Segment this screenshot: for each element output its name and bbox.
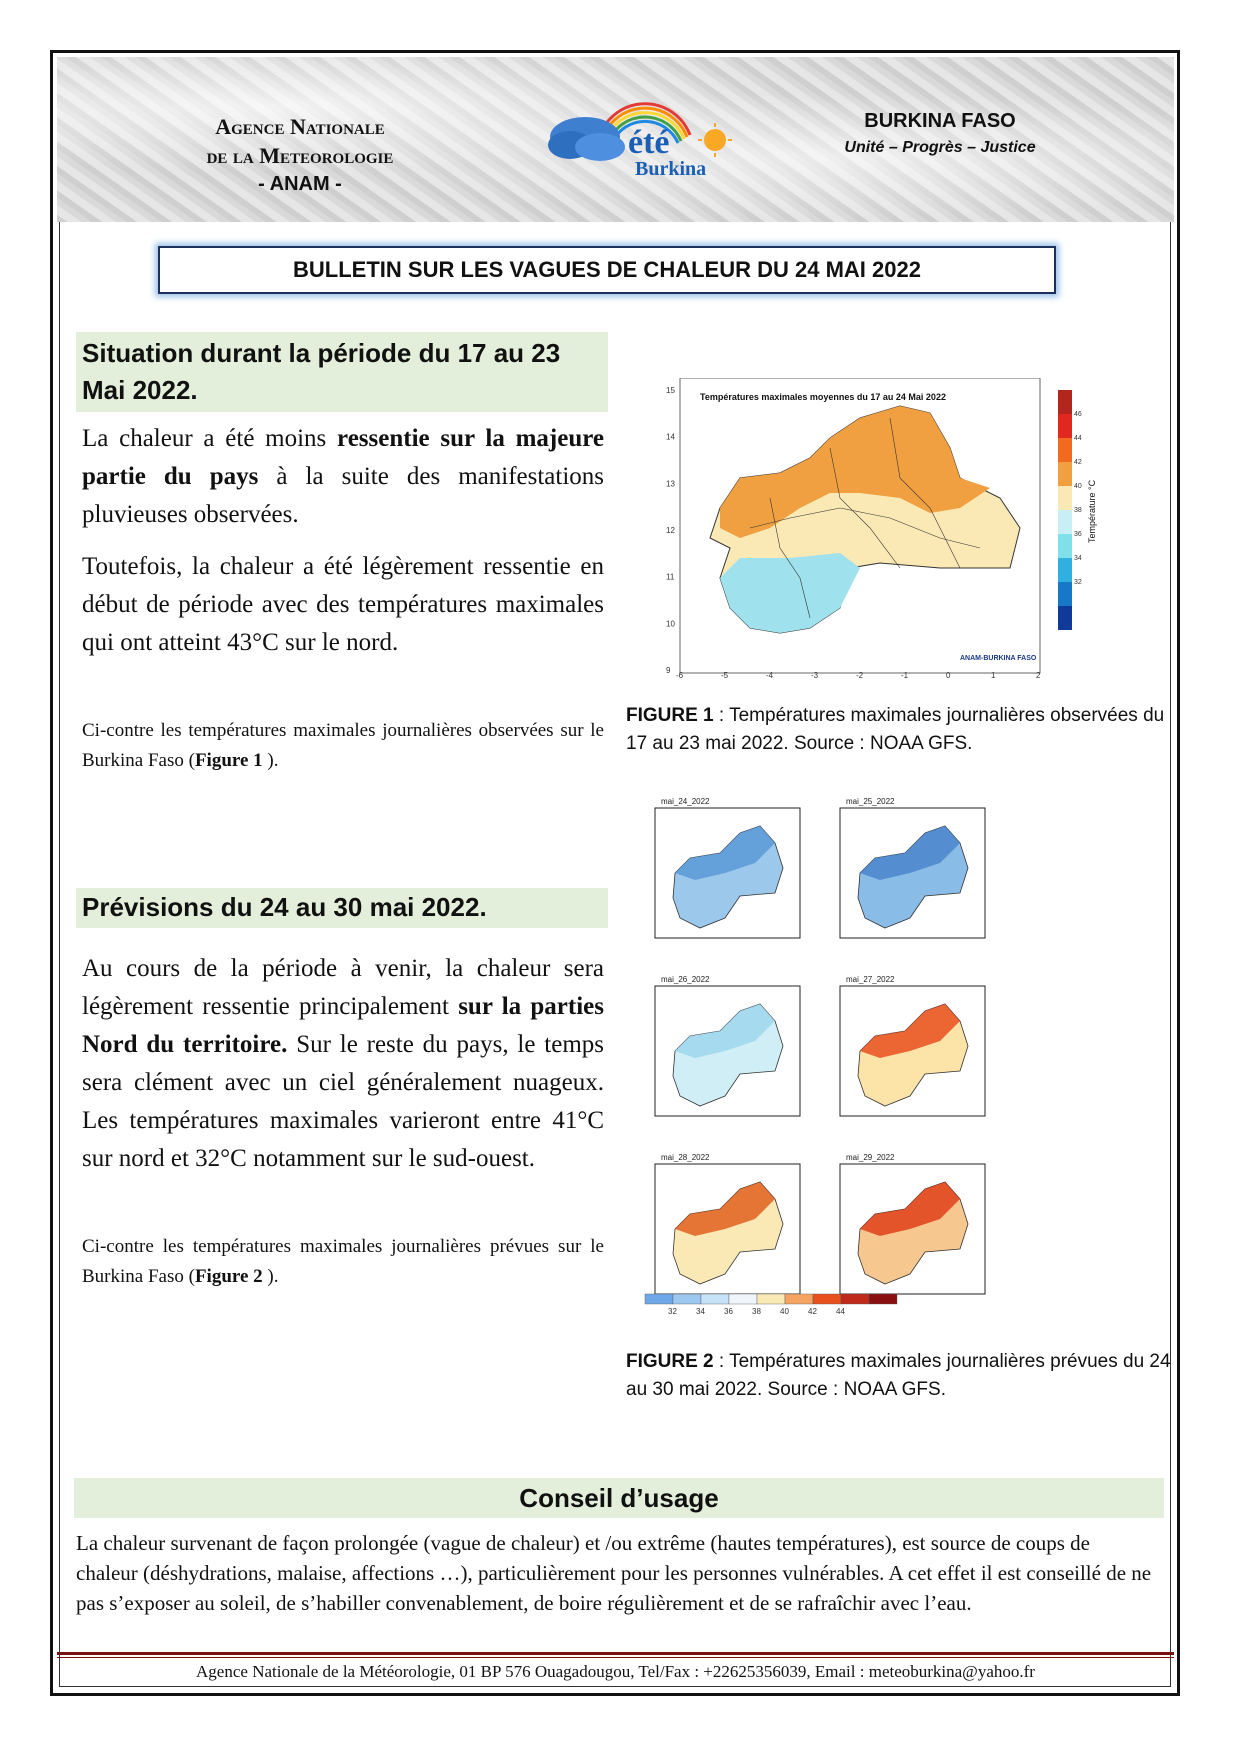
agency-line1: Agence Nationale [215,114,385,139]
figure1-colorbar-tick: 46 [1074,411,1082,418]
figure2-colorbar-tick: 38 [752,1307,761,1316]
figure1-x-tick: -4 [766,671,774,678]
figure2-colorbar-cell [869,1294,897,1304]
figure1-temperature-map [660,378,1110,678]
figure2-panel-title: mai_28_2022 [661,1153,710,1162]
section2-heading: Prévisions du 24 au 30 mai 2022. [76,888,608,928]
figure2-panel [840,797,985,938]
figure1-colorbar-tick: 38 [1074,507,1082,514]
page-frame [50,50,1180,1696]
logo-word-burkina: Burkina [635,158,707,180]
figure1-colorbar-cell [1058,462,1072,486]
footer-rule [57,1652,1174,1658]
figure2-panel-title: mai_27_2022 [846,975,895,984]
figure2-caption: FIGURE 2 : Températures maximales journalières prévues du 24 au 30 mai 2022. Source : NOAA GFS. [626,1351,1171,1400]
figure2-colorbar-tick: 34 [696,1307,705,1316]
figure1-colorbar-tick: 40 [1074,483,1082,490]
conseil-heading: Conseil d’usage [74,1478,1164,1518]
figure1-y-tick: 14 [666,432,675,442]
figure1-colorbar-label: Température °C [1087,479,1097,543]
figure2-colorbar-cell [673,1294,701,1304]
agency-name [150,112,450,199]
figure1-map-title: Températures maximales moyennes du 17 au 24 Mai 2022 [700,392,946,402]
bulletin-title: BULLETIN SUR LES VAGUES DE CHALEUR DU 24 MAI 2022 [158,246,1056,294]
figure1-colorbar-cell [1058,414,1072,438]
figure1-y-tick: 11 [666,572,675,582]
figure1-colorbar-cell [1058,510,1072,534]
figure2-colorbar-cell [701,1294,729,1304]
figure1-x-tick: -2 [856,671,864,678]
country-motto: Unité – Progrès – Justice [844,139,1036,156]
agency-acronym: - ANAM - [258,173,342,195]
figure1-colorbar-cell [1058,558,1072,582]
meteo-burkina-logo [540,95,740,185]
country-name: BURKINA FASO [864,110,1016,132]
section1-figure-note: Ci-contre les températures maximales journalières observées sur le Burkina Faso (Figure 1 ). [82,720,604,771]
figure2-colorbar-cell [813,1294,841,1304]
figure1-credit: ANAM-BURKINA FASO [960,655,1037,662]
figure1-y-tick: 13 [666,479,675,489]
figure1-x-tick: -1 [901,671,909,678]
figure1-colorbar-cell [1058,582,1072,606]
figure2-panel-title: mai_25_2022 [846,797,895,806]
country-block [800,110,1080,157]
figure2-colorbar-cell [729,1294,757,1304]
figure1-y-tick: 10 [666,619,675,629]
logo-word-ete: été [628,124,670,161]
figure1-y-tick: 9 [666,666,671,675]
figure2-panel [840,975,985,1116]
figure1-colorbar-cell [1058,390,1072,414]
figure1-colorbar-tick: 42 [1074,459,1082,466]
figure1-colorbar-tick: 34 [1074,555,1082,562]
figure2-panel-title: mai_29_2022 [846,1153,895,1162]
figure2-forecast-maps [640,780,1010,1320]
figure2-colorbar-tick: 40 [780,1307,789,1316]
figure1-x-tick: -5 [721,671,729,678]
figure2-colorbar-tick: 36 [724,1307,733,1316]
figure1-colorbar-cell [1058,606,1072,630]
figure2-colorbar-cell [645,1294,673,1304]
figure2-panel [655,1153,800,1294]
figure2-colorbar-cell [785,1294,813,1304]
figure1-x-tick: 0 [946,671,951,678]
figure1-caption: FIGURE 1 : Températures maximales journalières observées du 17 au 23 mai 2022. Source : NOAA GFS. [626,705,1165,754]
figure1-x-tick: 2 [1036,671,1041,678]
figure2-panel [655,975,800,1116]
figure2-colorbar-tick: 32 [668,1307,677,1316]
figure1-y-tick: 15 [666,386,675,395]
section1-heading: Situation durant la période du 17 au 23 Mai 2022. [76,332,608,412]
figure2-panel [840,1153,985,1294]
figure2-colorbar-cell [757,1294,785,1304]
figure1-colorbar-tick: 32 [1074,579,1082,586]
figure1-x-tick: -3 [811,671,819,678]
figure2-colorbar-cell [841,1294,869,1304]
section1-paragraph1: La chaleur a été moins ressentie sur la majeure partie du pays à la suite des manifestations pluvieuses observées. [82,425,605,528]
figure1-colorbar-cell [1058,438,1072,462]
figure2-panel-title: mai_26_2022 [661,975,710,984]
figure2-panel [655,797,800,938]
section2-paragraph: Au cours de la période à venir, la chaleur sera légèrement ressentie principalement sur la parties Nord du territoire. Sur le reste du pays, le temps sera clément avec un ciel généralement nuageux. Les températures maximales varieront entre 41°C sur nord et 32°C notamment sur le sud-ouest. [82,955,604,1172]
section2-figure-note: Ci-contre les températures maximales journalières prévues sur le Burkina Faso (Figure 2 ). [82,1236,604,1287]
conseil-text: La chaleur survenant de façon prolongée (vague de chaleur) et /ou extrême (hautes températures), est source de coups de chaleur (déshydrations, malaise, affections …), particulièrement pour les personnes vulnérables. A cet effet il est conseillé de ne pas s’exposer au soleil, de s’habiller convenablement, de boire régulièrement et de se rafraîchir avec l’eau. [76,1531,1152,1615]
figure1-colorbar-cell [1058,486,1072,510]
figure1-colorbar-tick: 36 [1074,531,1082,538]
figure2-colorbar-tick: 44 [836,1307,845,1316]
agency-line2: de la Meteorologie [206,143,394,168]
figure1-colorbar-tick: 44 [1074,435,1082,442]
figure1-y-tick: 12 [666,526,675,535]
footer-contact: Agence Nationale de la Météorologie, 01 BP 576 Ouagadougou, Tel/Fax : +22625356039, Email : meteoburkina@yahoo.fr [196,1662,1035,1681]
figure1-colorbar-cell [1058,534,1072,558]
figure1-x-tick: 1 [991,671,996,678]
section1-paragraph2: Toutefois, la chaleur a été légèrement ressentie en début de période avec des températures maximales qui ont atteint 43°C sur le nord. [82,553,604,656]
figure2-colorbar-tick: 42 [808,1307,817,1316]
figure2-panel-title: mai_24_2022 [661,797,710,806]
figure1-x-tick: -6 [676,671,684,678]
